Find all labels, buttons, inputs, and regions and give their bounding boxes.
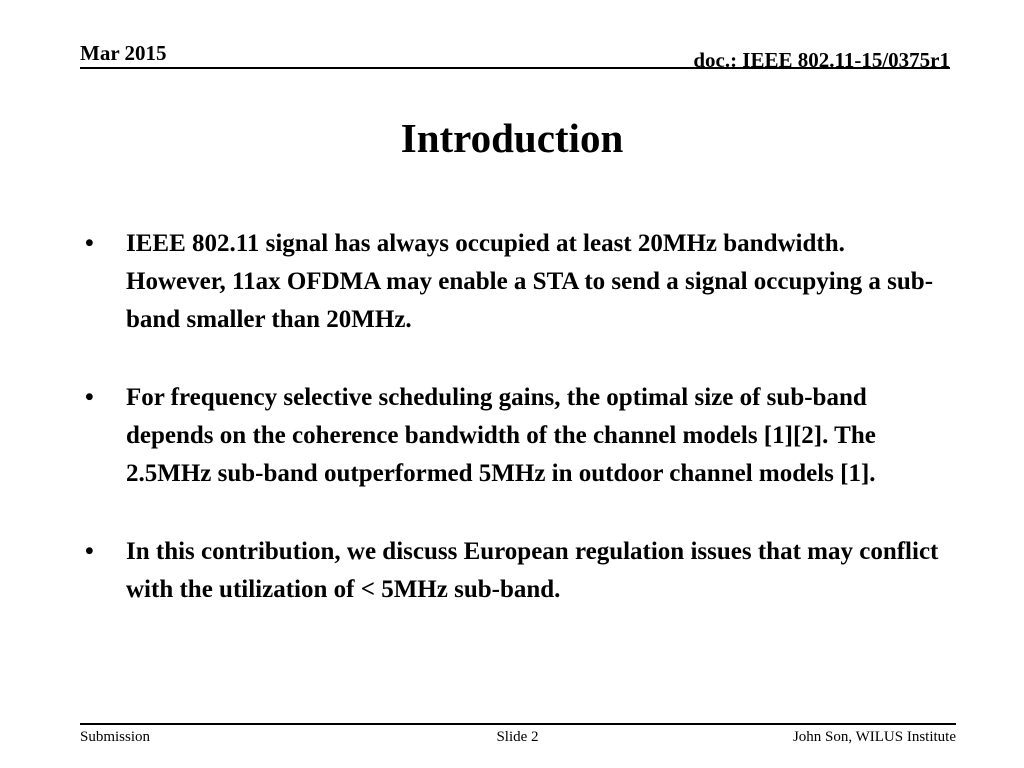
bullet-list <box>85 225 945 649</box>
bullet-item <box>85 379 945 493</box>
footer-divider <box>80 723 956 725</box>
bullet-text: IEEE 802.11 signal has always occupied at least 20MHz bandwidth. However, 11ax OFDMA may enable a STA to send a signal occupying a sub-band smaller than 20MHz. <box>126 230 934 333</box>
header-doc-id: doc.: IEEE 802.11-15/0375r1 <box>693 48 950 72</box>
bullet-item <box>85 533 945 609</box>
bullet-text: In this contribution, we discuss European regulation issues that may conflict with the utilization of < 5MHz sub-band. <box>126 538 939 603</box>
bullet-icon: • <box>85 538 94 565</box>
footer-author: John Son, WILUS Institute <box>792 729 956 745</box>
footer-submission: Submission <box>80 729 151 745</box>
bullet-icon: • <box>85 384 94 411</box>
bullet-item <box>85 225 945 339</box>
footer-slide-number: Slide 2 <box>496 729 539 745</box>
header-divider <box>80 67 950 69</box>
header-date: Mar 2015 <box>80 41 167 65</box>
slide-title: Introduction <box>400 115 624 161</box>
bullet-icon: • <box>85 230 94 257</box>
bullet-text: For frequency selective scheduling gains, the optimal size of sub-band depends on the coherence bandwidth of the channel models [1][2]. The 2.5MHz sub-band outperformed 5MHz in outdoor channel models [1]. <box>126 384 876 487</box>
